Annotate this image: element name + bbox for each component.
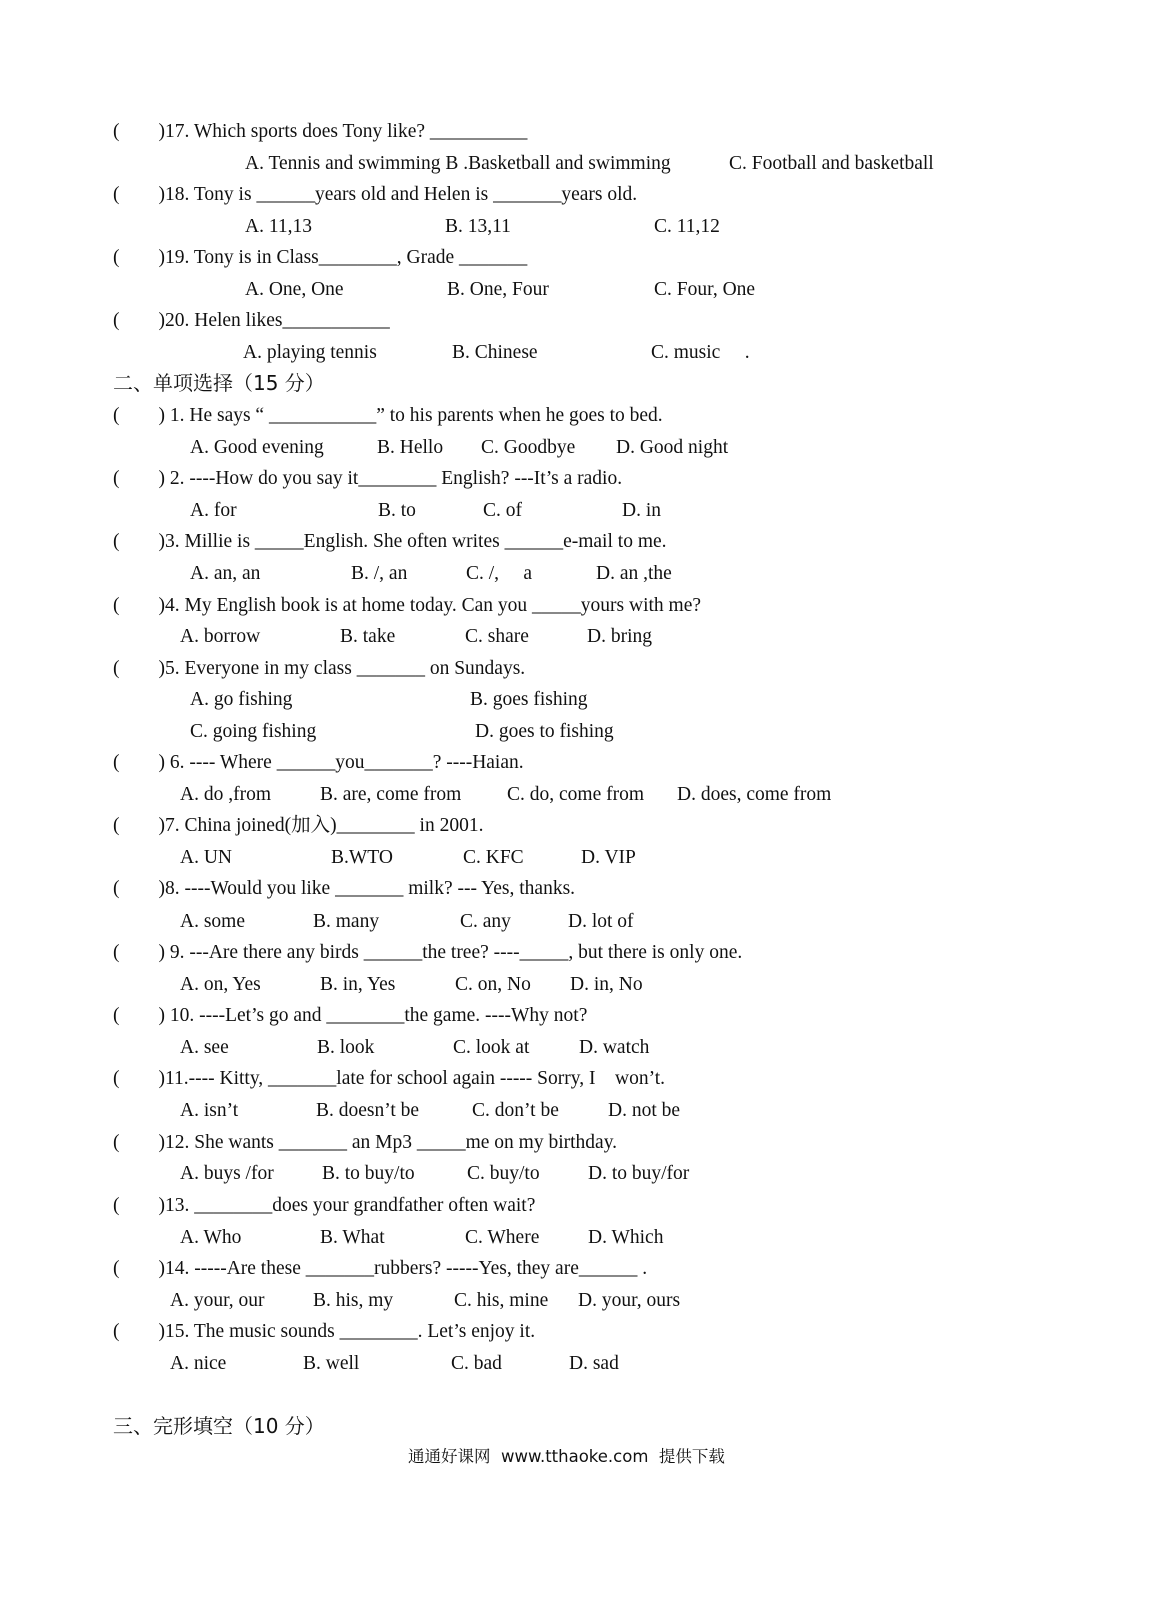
option: D. lot of bbox=[568, 911, 634, 932]
option: C. music . bbox=[651, 342, 750, 363]
option: B. well bbox=[303, 1353, 360, 1374]
option: D. an ,the bbox=[596, 563, 672, 584]
option: A. UN bbox=[180, 847, 232, 868]
page-footer: 通通好课网 www.tthaoke.com 提供下载 bbox=[408, 1447, 725, 1466]
option: B. /, an bbox=[351, 563, 408, 584]
option: D. your, ours bbox=[578, 1290, 681, 1311]
question-11: ( )11.---- Kitty, _______late for school again ----- Sorry, I won’t. bbox=[113, 1068, 665, 1089]
option: A. do ,from bbox=[180, 784, 271, 805]
option: C. KFC bbox=[463, 847, 524, 868]
option: A. 11,13 bbox=[245, 216, 312, 237]
option: C. of bbox=[483, 500, 522, 521]
question-18: ( )18. Tony is ______years old and Helen is _______years old. bbox=[113, 184, 638, 205]
option: D. goes to fishing bbox=[475, 721, 614, 742]
option: A. Good evening bbox=[190, 437, 324, 458]
question-17: ( )17. Which sports does Tony like? __________ bbox=[113, 121, 528, 142]
question-15: ( )15. The music sounds ________. Let’s enjoy it. bbox=[113, 1321, 536, 1342]
question-6: ( ) 6. ---- Where ______you_______? ----Haian. bbox=[113, 752, 524, 773]
option: A. go fishing bbox=[190, 689, 293, 710]
option: C. 11,12 bbox=[654, 216, 720, 237]
option: C. on, No bbox=[455, 974, 531, 995]
option: D. Which bbox=[588, 1227, 664, 1248]
option: B. his, my bbox=[313, 1290, 394, 1311]
option: D. VIP bbox=[581, 847, 636, 868]
option: C. share bbox=[465, 626, 529, 647]
option: C. any bbox=[460, 911, 511, 932]
option: C. Where bbox=[465, 1227, 540, 1248]
option: D. does, come from bbox=[677, 784, 832, 805]
option: D. watch bbox=[579, 1037, 650, 1058]
option: B. Chinese bbox=[452, 342, 538, 363]
option: D. bring bbox=[587, 626, 652, 647]
option: B. in, Yes bbox=[320, 974, 396, 995]
question-3: ( )3. Millie is _____English. She often writes ______e-mail to me. bbox=[113, 531, 667, 552]
option: B.WTO bbox=[331, 847, 393, 868]
option: B. many bbox=[313, 911, 380, 932]
option: D. not be bbox=[608, 1100, 681, 1121]
question-9: ( ) 9. ---Are there any birds ______the tree? ----_____, but there is only one. bbox=[113, 942, 743, 963]
option: B. 13,11 bbox=[445, 216, 511, 237]
option: A. your, our bbox=[170, 1290, 265, 1311]
question-12: ( )12. She wants _______ an Mp3 _____me on my birthday. bbox=[113, 1132, 618, 1153]
question-2: ( ) 2. ----How do you say it________ English? ---It’s a radio. bbox=[113, 468, 623, 489]
option: C. /, a bbox=[466, 563, 533, 584]
option: C. going fishing bbox=[190, 721, 317, 742]
option: A. an, an bbox=[190, 563, 261, 584]
option: C. Goodbye bbox=[481, 437, 576, 458]
option: D. to buy/for bbox=[588, 1163, 690, 1184]
question-7: ( )7. China joined(加入)________ in 2001. bbox=[113, 815, 484, 836]
option: A. for bbox=[190, 500, 237, 521]
option: B. to bbox=[378, 500, 416, 521]
option: B. One, Four bbox=[447, 279, 549, 300]
option: D. in, No bbox=[570, 974, 643, 995]
question-20: ( )20. Helen likes___________ bbox=[113, 310, 390, 331]
option: A. see bbox=[180, 1037, 229, 1058]
option: C. his, mine bbox=[454, 1290, 549, 1311]
option: B. are, come from bbox=[320, 784, 462, 805]
option: C. Football and basketball bbox=[729, 153, 934, 174]
question-10: ( ) 10. ----Let’s go and ________the game. ----Why not? bbox=[113, 1005, 588, 1026]
option: A. One, One bbox=[245, 279, 344, 300]
option: A. Who bbox=[180, 1227, 242, 1248]
option: A. Tennis and swimming B .Basketball and swimming bbox=[245, 153, 671, 174]
option: C. buy/to bbox=[467, 1163, 540, 1184]
option: A. buys /for bbox=[180, 1163, 274, 1184]
option: B. Hello bbox=[377, 437, 444, 458]
option: B. look bbox=[317, 1037, 375, 1058]
option: D. sad bbox=[569, 1353, 619, 1374]
question-13: ( )13. ________does your grandfather often wait? bbox=[113, 1195, 536, 1216]
option: A. borrow bbox=[180, 626, 261, 647]
option: C. don’t be bbox=[472, 1100, 559, 1121]
option: C. Four, One bbox=[654, 279, 756, 300]
question-1: ( ) 1. He says “ ___________” to his parents when he goes to bed. bbox=[113, 405, 663, 426]
option: B. What bbox=[320, 1227, 385, 1248]
option: A. some bbox=[180, 911, 245, 932]
option: B. take bbox=[340, 626, 396, 647]
option: D. in bbox=[622, 500, 661, 521]
option: A. playing tennis bbox=[243, 342, 377, 363]
question-4: ( )4. My English book is at home today. Can you _____yours with me? bbox=[113, 595, 702, 616]
question-19: ( )19. Tony is in Class________, Grade _______ bbox=[113, 247, 528, 268]
question-14: ( )14. -----Are these _______rubbers? -----Yes, they are______ . bbox=[113, 1258, 648, 1279]
question-5: ( )5. Everyone in my class _______ on Sundays. bbox=[113, 658, 526, 679]
option: A. isn’t bbox=[180, 1100, 239, 1121]
section-heading-3: 三、完形填空（10 分） bbox=[113, 1414, 325, 1438]
option: B. goes fishing bbox=[470, 689, 588, 710]
option: C. look at bbox=[453, 1037, 530, 1058]
option: B. doesn’t be bbox=[316, 1100, 420, 1121]
option: C. do, come from bbox=[507, 784, 645, 805]
section-heading-2: 二、单项选择（15 分） bbox=[113, 371, 325, 395]
option: A. nice bbox=[170, 1353, 227, 1374]
option: C. bad bbox=[451, 1353, 502, 1374]
question-8: ( )8. ----Would you like _______ milk? --- Yes, thanks. bbox=[113, 878, 576, 899]
option: B. to buy/to bbox=[322, 1163, 415, 1184]
option: D. Good night bbox=[616, 437, 729, 458]
option: A. on, Yes bbox=[180, 974, 261, 995]
